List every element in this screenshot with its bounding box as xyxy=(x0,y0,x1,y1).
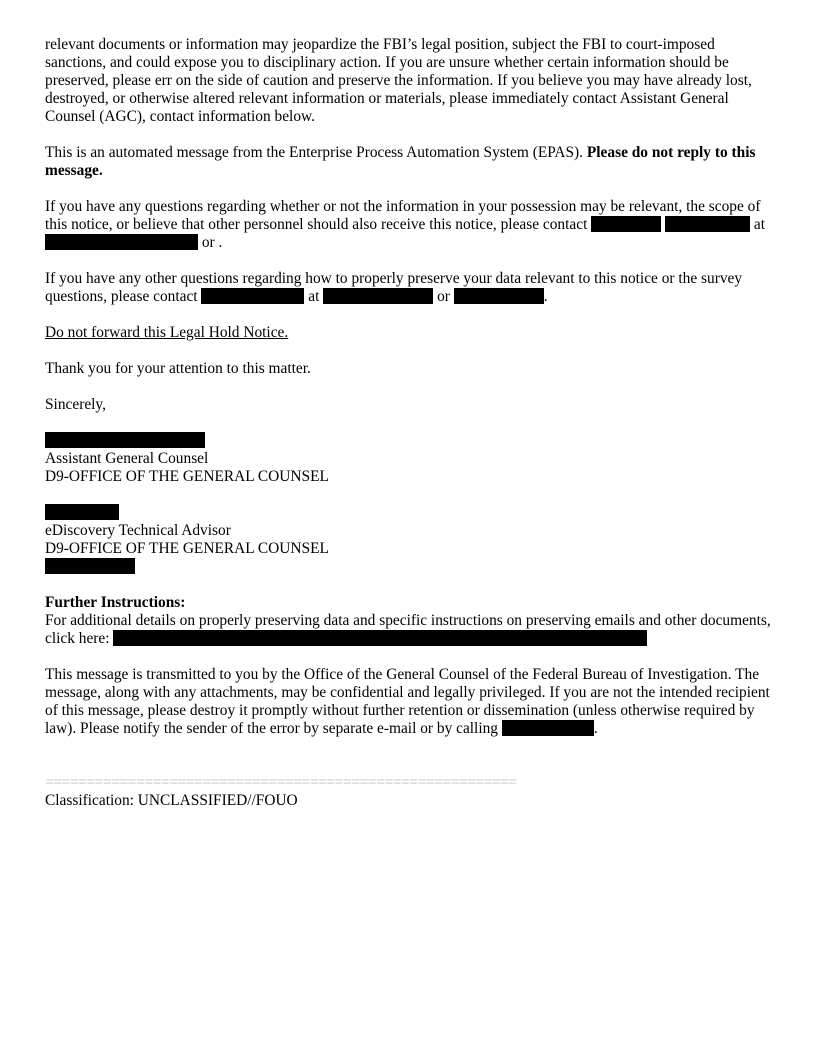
other-questions-at: at xyxy=(304,288,324,305)
confidentiality-end: . xyxy=(593,720,598,737)
confidentiality-text: This message is transmitted to you by the Office of the General Counsel of the Federal Bureau of Investigation. The message, along with any attachments, may be confidential and legally privileged. If you are not the intended recipient of this message, please destroy it promptly without further retention or dissemination (unless otherwise required by law). Please notify the sender of the error by separate e-mail or by calling xyxy=(45,666,770,737)
sign-off: Sincerely, xyxy=(45,396,106,413)
thank-you-line: Thank you for your attention to this matter. xyxy=(45,360,311,377)
redaction-advisor-name xyxy=(201,288,304,304)
automated-message-paragraph xyxy=(45,144,775,180)
other-questions-end: . xyxy=(543,288,548,305)
advisor-office: D9-OFFICE OF THE GENERAL COUNSEL xyxy=(45,540,329,557)
agc-office: D9-OFFICE OF THE GENERAL COUNSEL xyxy=(45,468,329,485)
signature-block-agc xyxy=(45,432,775,486)
do-not-forward-notice: Do not forward this Legal Hold Notice. xyxy=(45,324,289,341)
advisor-title: eDiscovery Technical Advisor xyxy=(45,522,231,539)
preservation-paragraph: relevant documents or information may jeopardize the FBI’s legal position, subject the FBI to court-imposed sanctions, and could expose you to disciplinary action. If you are unsure whether certain information should be preserved, please err on the side of caution and preserve the information. If you believe you may have already lost, destroyed, or otherwise altered relevant information or materials, please immediately contact Assistant General Counsel (AGC), contact information below. xyxy=(45,36,752,125)
redaction-advisor-email xyxy=(323,288,433,304)
do-not-reply-notice: Please do not reply to this message. xyxy=(45,144,756,179)
legal-hold-notice xyxy=(45,36,775,810)
redaction-advisor-signature-name xyxy=(45,504,119,520)
signature-block-advisor xyxy=(45,504,775,576)
other-questions-paragraph xyxy=(45,270,775,306)
further-instructions xyxy=(45,594,775,648)
further-instructions-heading: Further Instructions: xyxy=(45,594,186,611)
other-questions-or: or xyxy=(433,288,454,305)
redaction-contact-name xyxy=(591,216,661,232)
confidentiality-paragraph xyxy=(45,666,775,738)
questions-text: If you have any questions regarding whether or not the information in your possession may be relevant, the scope of this notice, or believe that other personnel should also receive this notice, please contact xyxy=(45,198,761,233)
agc-title: Assistant General Counsel xyxy=(45,450,209,467)
separator-line: ========================================================= xyxy=(45,774,517,791)
redaction-advisor-phone xyxy=(454,288,544,304)
classification-marking: Classification: UNCLASSIFIED//FOUO xyxy=(45,792,298,809)
redaction-advisor-contact xyxy=(45,558,135,574)
further-instructions-text: For additional details on properly preserving data and specific instructions on preserving emails and other documents, click here: xyxy=(45,612,771,647)
redaction-sender-phone xyxy=(502,720,594,736)
redaction-contact-name-2 xyxy=(665,216,750,232)
other-questions-text: If you have any other questions regarding how to properly preserve your data relevant to this notice or the survey questions, please contact xyxy=(45,270,743,305)
questions-at: at xyxy=(750,216,766,233)
redaction-instructions-link xyxy=(113,630,647,646)
questions-paragraph xyxy=(45,198,775,252)
questions-or: or . xyxy=(198,234,223,251)
automated-message-text: This is an automated message from the Enterprise Process Automation System (EPAS). xyxy=(45,144,587,161)
redaction-contact-email xyxy=(45,234,198,250)
redaction-agc-name xyxy=(45,432,205,448)
